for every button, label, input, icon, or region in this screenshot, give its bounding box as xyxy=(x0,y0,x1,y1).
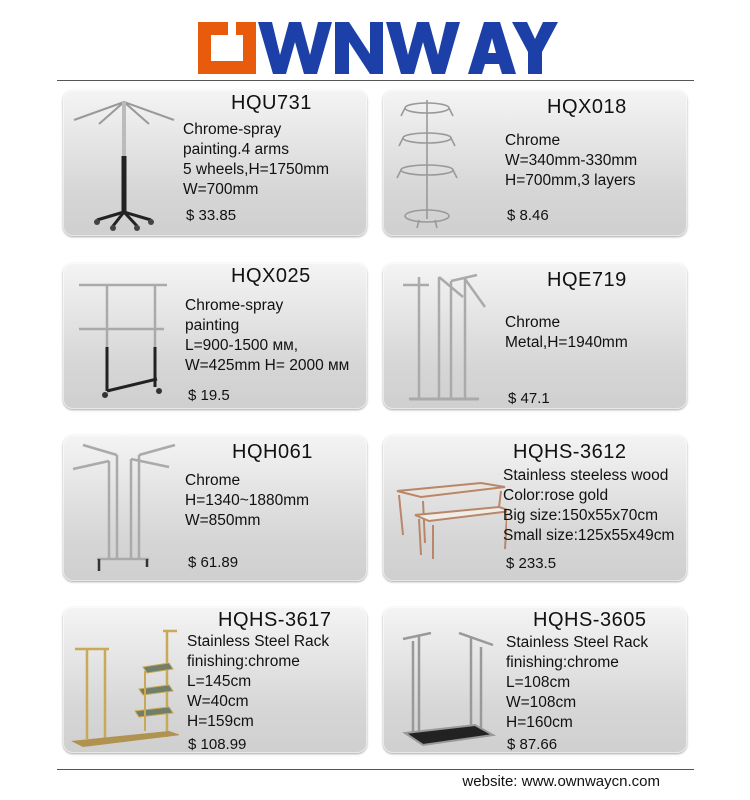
product-description: Chrome W=340mm-330mm H=700mm,3 layers xyxy=(505,132,638,189)
header-rule xyxy=(57,80,694,81)
product-image-waterfall-arm-rack xyxy=(69,439,179,577)
product-description: Chrome H=1340~1880mm W=850mm xyxy=(185,472,310,529)
product-price: $ 47.1 xyxy=(508,390,550,407)
product-code: HQX018 xyxy=(547,96,627,118)
product-price: $ 87.66 xyxy=(507,736,558,753)
product-image-four-arm-rotating-rack xyxy=(69,94,179,232)
product-card-hqhs-3605[interactable] xyxy=(383,607,687,753)
product-price: $ 8.46 xyxy=(507,207,549,224)
product-image-three-layer-hook-stand xyxy=(389,94,499,232)
product-image-nesting-tables xyxy=(389,439,507,577)
product-code: HQHS-3605 xyxy=(533,609,647,631)
product-price: $ 108.99 xyxy=(188,736,247,753)
product-card-hqx025[interactable] xyxy=(63,263,367,409)
product-card-hqe719[interactable] xyxy=(383,263,687,409)
product-price: $ 61.89 xyxy=(188,554,239,571)
product-card-hqh061[interactable] xyxy=(63,435,367,581)
product-card-hqx018[interactable] xyxy=(383,90,687,236)
product-card-hqu731[interactable] xyxy=(63,90,367,236)
product-code: HQH061 xyxy=(232,441,313,463)
product-description: Stainless steeless wood Color:rose gold Big size:150x55x70cm Small size:125x55x49cm xyxy=(503,467,675,544)
product-description: Stainless Steel Rack finishing:chrome L=145cm W=40cm H=159cm xyxy=(187,633,330,730)
product-card-hqhs-3612[interactable] xyxy=(383,435,687,581)
product-price: $ 33.85 xyxy=(186,207,237,224)
product-description: Stainless Steel Rack finishing:chrome L=108cm W=108cm H=160cm xyxy=(506,634,649,731)
product-description: Chrome-spray painting.4 arms 5 wheels,H=1750mm W=700mm xyxy=(183,121,330,198)
product-image-double-rail-garment-rack xyxy=(69,267,179,405)
product-code: HQHS-3612 xyxy=(513,441,627,463)
product-code: HQHS-3617 xyxy=(218,609,332,631)
product-code: HQU731 xyxy=(231,92,312,114)
product-code: HQE719 xyxy=(547,269,627,291)
product-image-square-base-rack xyxy=(389,611,499,749)
ownway-logo xyxy=(198,22,558,74)
footer-website[interactable]: website: www.ownwaycn.com xyxy=(462,773,660,790)
product-price: $ 233.5 xyxy=(506,555,557,572)
product-image-four-way-upright-rack xyxy=(389,267,499,405)
footer-rule xyxy=(57,769,694,770)
product-description: Chrome Metal,H=1940mm xyxy=(505,314,628,351)
product-image-gold-shelf-rack xyxy=(69,611,179,749)
product-code: HQX025 xyxy=(231,265,311,287)
product-description: Chrome-spray painting L=900-1500 мм, W=425mm H= 2000 мм xyxy=(185,297,350,374)
product-price: $ 19.5 xyxy=(188,387,230,404)
product-card-hqhs-3617[interactable] xyxy=(63,607,367,753)
